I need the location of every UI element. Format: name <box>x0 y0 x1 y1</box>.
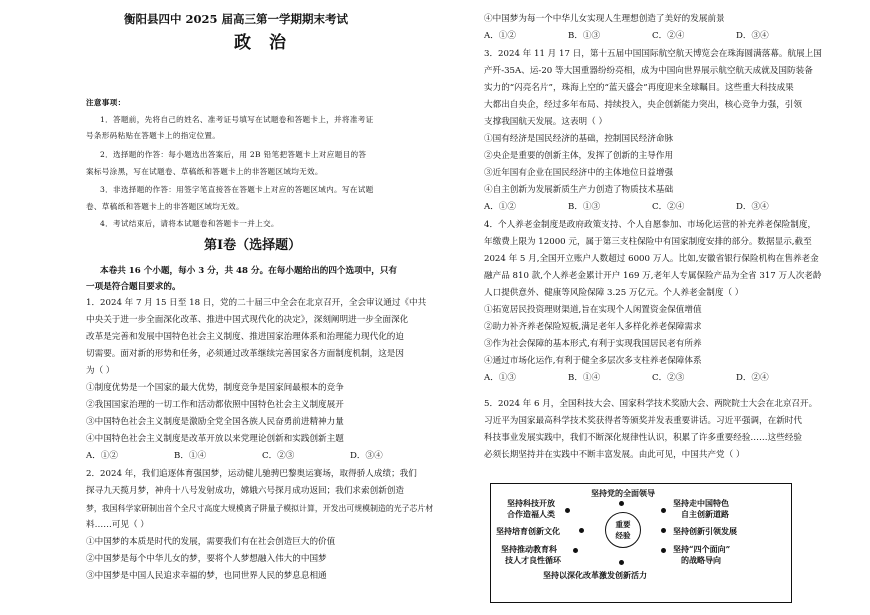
diagram-top-label: 坚持党的全面领导 <box>591 488 655 498</box>
question-2-text: 2．2024 年，我们追逐体育强国梦，运动健儿驰骋巴黎奥运赛场，取得骄人成绩；我们 <box>86 469 417 479</box>
option-a[interactable]: A．①② <box>484 31 516 41</box>
option-d[interactable]: D．③④ <box>736 31 769 41</box>
option-b[interactable]: B．①④ <box>568 373 601 383</box>
question-1-text: 改革是完善和发展中国特色社会主义制度、推进国家治理体系和治理能力现代化的迫 <box>86 332 404 342</box>
option-a[interactable]: A．①③ <box>484 373 516 383</box>
option-c[interactable]: C．②④ <box>652 202 685 212</box>
question-5-text: 科技事业发展实践中，我们不断深化规律性认识，积累了许多重要经验……这些经验 <box>484 433 802 443</box>
question-2-text: 探寻九天揽月梦，神舟十八号发射成功，嫦娥六号探月成功返回；我们求索创新创造 <box>86 486 404 496</box>
question-1-item: ④中国特色社会主义制度是改革开放以来党理论创新和实践创新主题 <box>86 434 344 444</box>
question-3-text: 支撑我国航天发展。这表明（ ） <box>484 117 608 127</box>
question-2-item: ②中国梦是每个中华儿女的梦，要将个人梦想融入伟大的中国梦 <box>86 554 327 564</box>
note-line: 案标号涂黑，写在试题卷、草稿纸和答题卡上的非答题区域均无效。 <box>86 167 323 176</box>
question-3-item: ①国有经济是国民经济的基础，控制国民经济命脉 <box>484 134 674 144</box>
question-2-text: 梦，我国科学家研制出首个全尺寸高度大规模离子阱量子模拟计算，开发出可规模制造的光子芯片材 <box>86 504 434 513</box>
question-3-item: ④自主创新为发展新质生产力创造了物质技术基础 <box>484 185 674 195</box>
diagram-dot <box>661 508 666 513</box>
question-4-text: 人口提供意外、健康等风险保障 3.25 万亿元。个人养老金制度（ ） <box>484 288 744 298</box>
question-1-item: ②我国国家治理的一切工作和活动都依照中国特色社会主义制度展开 <box>86 400 344 410</box>
note-line: 号条形码粘贴在答题卡上的指定位置。 <box>86 131 221 140</box>
question-5-text: 5．2024 年 6 月，全国科技大会、国家科学技术奖励大会、两院院士大会在北京召开。 <box>484 399 818 409</box>
notes-heading: 注意事项： <box>86 98 126 107</box>
note-line: 1．答题前，先将自己的姓名、准考证号填写在试题卷和答题卡上，并将准考证 <box>100 115 374 124</box>
option-c[interactable]: C．②③ <box>652 373 685 383</box>
note-line: 2．选择题的作答：每小题选出答案后，用 2B 铅笔把答题卡上对应题目的答 <box>100 150 367 159</box>
note-line: 4．考试结束后，请将本试题卷和答题卡一并上交。 <box>100 219 279 228</box>
diagram-dot <box>573 548 578 553</box>
question-1-options <box>86 451 383 462</box>
option-d[interactable]: D．③④ <box>736 202 769 212</box>
question-2-item: ③中国梦是中国人民追求幸福的梦，也同世界人民的梦息息相通 <box>86 571 327 581</box>
diagram-dot <box>619 501 624 506</box>
question-1-item: ①制度优势是一个国家的最大优势，制度竞争是国家间最根本的竞争 <box>86 383 344 393</box>
diagram-dot <box>661 548 666 553</box>
question-2-item: ①中国梦的本质是时代的发展，需要我们有在社会创造巨大的价值 <box>86 537 336 547</box>
question-1-text: 为（ ） <box>86 366 115 376</box>
diagram-bottom-label: 坚持以深化改革激发创新活力 <box>543 570 647 580</box>
diagram-center-circle <box>605 512 641 548</box>
diagram-center-label: 重要经验 <box>615 520 631 540</box>
right-column <box>484 0 822 615</box>
question-4-item: ②助力补齐养老保险短板,满足老年人多样化养老保障需求 <box>484 322 702 332</box>
question-4-text: 4．个人养老金制度是政府政策支持、个人自愿参加、市场化运营的补充养老保险制度， <box>484 220 817 230</box>
diagram-dot <box>619 560 624 565</box>
diagram-label: 合作造福人类 <box>507 509 555 519</box>
question-2-options <box>484 31 769 42</box>
diagram-dot <box>661 528 666 533</box>
question-4-item: ④通过市场化运作,有利于健全多层次多支柱养老保障体系 <box>484 356 702 366</box>
diagram-label: 坚持培育创新文化 <box>496 526 560 536</box>
diagram-label: 坚持创新引领发展 <box>673 526 737 536</box>
diagram-dot <box>579 528 584 533</box>
question-2-item: ④中国梦为每一个中华儿女实现人生理想创造了美好的发展前景 <box>484 14 725 24</box>
question-4-text: 2024 年 5 月,全国开立账户人数超过 6000 万人。比如,安徽省银行保险机构在售养老金 <box>484 254 819 264</box>
question-3-options <box>484 202 769 213</box>
option-a[interactable]: A．①② <box>484 202 516 212</box>
section-intro: 一项是符合题目要求的。 <box>86 282 181 292</box>
question-4-item: ①拓宽居民投资理财渠道,旨在实现个人闲置资金保值增值 <box>484 305 702 315</box>
question-3-text: 3．2024 年 11 月 17 日，第十五届中国国际航空航天博览会在珠海圆满落幕。航展上国 <box>484 49 822 59</box>
exam-subject: 政治 <box>234 33 304 53</box>
section-title: 第Ⅰ卷（选择题） <box>204 238 302 253</box>
diagram-label: 的战略导向 <box>681 555 721 565</box>
option-d[interactable]: D．②④ <box>736 373 769 383</box>
experience-diagram <box>490 483 792 603</box>
option-b[interactable]: B．①③ <box>568 202 601 212</box>
question-1-text: 中央关于进一步全面深化改革、推进中国式现代化的决定》，深刻阐明进一步全面深化 <box>86 315 409 325</box>
question-3-item: ②央企是重要的创新主体，发挥了创新的主导作用 <box>484 151 674 161</box>
diagram-label: 坚持推动教育科 <box>501 544 557 554</box>
question-4-options <box>484 373 769 384</box>
question-3-text: 大都出自央企，经过多年布局、持续投入，央企创新能力突出，核心竞争力强，引领 <box>484 100 802 110</box>
question-5-text: 习近平为国家最高科学技术奖获得者等颁奖并发表重要讲话。习近平强调，在新时代 <box>484 416 802 426</box>
question-5-text: 必须长期坚持并在实践中不断丰富发展。由此可见，中国共产党（ ） <box>484 450 745 460</box>
diagram-dot <box>565 508 570 513</box>
option-b[interactable]: B．①③ <box>568 31 601 41</box>
question-4-text: 融产品 810 款,个人养老金累计开户 169 万,老年人专属保险产品为全省 317 万人次老龄 <box>484 271 822 281</box>
left-column <box>86 0 442 615</box>
question-4-item: ③作为社会保障的基本形式,有利于实现我国居民老有所养 <box>484 339 702 349</box>
option-a[interactable]: A．①② <box>86 451 118 461</box>
question-1-text: 1．2024 年 7 月 15 日至 18 日，党的二十届三中全会在北京召开，全会审议通过《中共 <box>86 298 427 308</box>
question-4-text: 年缴费上限为 12000 元，属于第三支柱保险中有国家制度安排的部分。数据显示,截至 <box>484 237 812 247</box>
question-1-item: ③中国特色社会主义制度是激励全党全国各族人民奋勇前进精神力量 <box>86 417 344 427</box>
diagram-label: 坚持科技开放 <box>507 498 555 508</box>
option-d[interactable]: D．③④ <box>350 451 383 461</box>
note-line: 卷、草稿纸和答题卡上的非答题区域均无效。 <box>86 202 244 211</box>
note-line: 3．非选择题的作答：用签字笔直接答在答题卡上对应的答题区域内。写在试题 <box>100 185 374 194</box>
question-3-text: 产歼-35A、运-20 等大国重器纷纷亮相，成为中国向世界展示航空航天成就及国防装备 <box>484 66 813 76</box>
question-2-text: 料……可见（ ） <box>86 520 149 530</box>
diagram-label: 技人才良性循环 <box>505 555 561 565</box>
exam-title: 衡阳县四中 2025 届高三第一学期期末考试 <box>124 12 349 26</box>
diagram-label: 自主创新道路 <box>681 509 729 519</box>
diagram-label: 坚持“四个面向” <box>673 544 731 554</box>
option-b[interactable]: B．①④ <box>174 451 207 461</box>
diagram-label: 坚持走中国特色 <box>673 498 729 508</box>
question-3-item: ③近年国有企业在国民经济中的主体地位日益增强 <box>484 168 674 178</box>
section-intro: 本卷共 16 个小题，每小 3 分，共 48 分。在每小题给出的四个选项中，只有 <box>100 266 398 276</box>
question-1-text: 切需要。面对新的形势和任务，必须通过改革继续完善国家各方面制度机制，这是因 <box>86 349 404 359</box>
option-c[interactable]: C．②④ <box>652 31 685 41</box>
question-3-text: 实力的“闪亮名片”，珠海上空的“蓝天盛会”再度迎来全球瞩目。这些重大科技成果 <box>484 83 794 93</box>
option-c[interactable]: C．②③ <box>262 451 295 461</box>
